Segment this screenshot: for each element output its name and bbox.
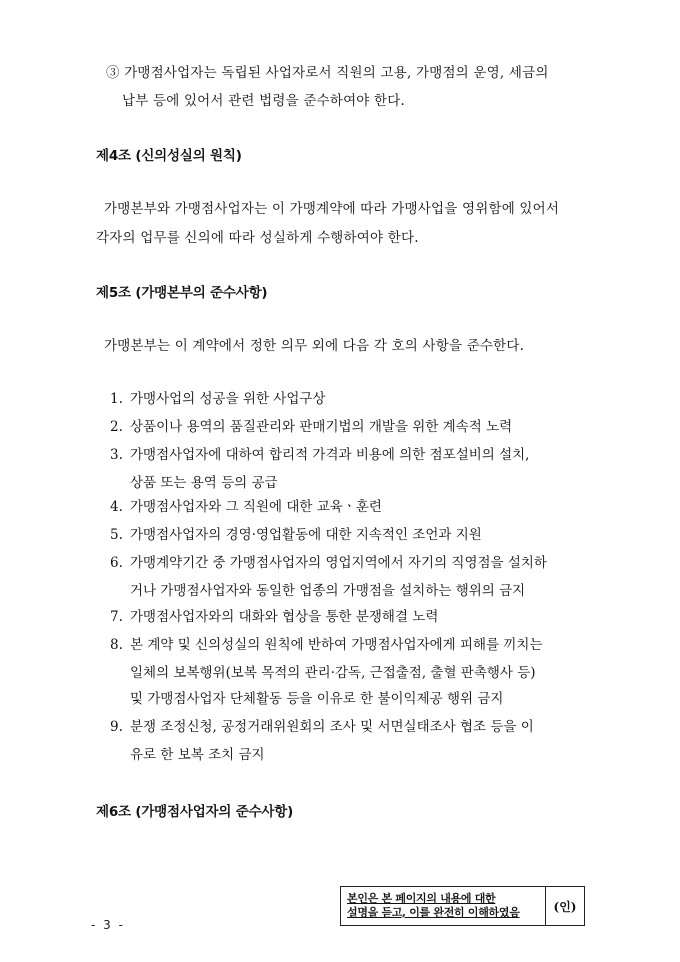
clause-3-line-1 [106, 64, 586, 82]
list-item-text: 상품이나 용역의 품질관리와 판매기법의 개발을 위한 계속적 노력 [130, 419, 513, 435]
article-4-body-text-1: 가맹본부와 가맹점사업자는 이 가맹계약에 따라 가맹사업을 영위함에 있어서 [104, 201, 560, 217]
list-item-3 [110, 446, 586, 464]
list-item-number: 2. [110, 419, 123, 435]
list-item-number: 9. [110, 719, 123, 735]
list-item-7 [110, 608, 586, 626]
list-item-text: 가맹사업의 성공을 위한 사업구상 [130, 391, 326, 407]
article-4-heading: 제4조 (신의성실의 원칙) [96, 148, 242, 164]
article-5-heading: 제5조 (가맹본부의 준수사항) [96, 285, 268, 301]
list-item-number: 6. [110, 555, 123, 571]
list-item-text: 가맹점사업자에 대하여 합리적 가격과 비용에 의한 점포설비의 설치, [130, 447, 530, 463]
list-item-5 [110, 526, 586, 544]
list-item-text: 분쟁 조정신청, 공정거래위원회의 조사 및 서면실태조사 협조 등을 이 [130, 719, 534, 735]
list-item-9 [110, 718, 586, 736]
list-item-text: 가맹계약기간 중 가맹점사업자의 영업지역에서 자기의 직영점을 설치하 [130, 555, 547, 571]
clause-3-line-2 [122, 92, 405, 110]
article-5-intro [104, 337, 524, 355]
list-item-text: 가맹점사업자와의 대화와 협상을 통한 분쟁해결 노력 [130, 609, 439, 625]
article-6-heading: 제6조 (가맹점사업자의 준수사항) [96, 804, 294, 820]
list-item-8 [110, 636, 586, 654]
list-item-1 [110, 390, 586, 408]
seal-mark: (인) [553, 899, 577, 914]
list-item-text: 가맹점사업자와 그 직원에 대한 교육ㆍ훈련 [130, 499, 382, 515]
confirmation-text [341, 887, 546, 925]
list-item-number: 8. [110, 637, 123, 653]
list-item-text: 본 계약 및 신의성실의 원칙에 반하여 가맹점사업자에게 피해를 끼치는 [130, 637, 543, 653]
confirmation-line-2: 설명을 듣고, 이를 완전히 이해하였음 [347, 906, 520, 919]
list-item-text: 가맹점사업자의 경영·영업활동에 대한 지속적인 조언과 지원 [130, 527, 482, 543]
list-item-number: 3. [110, 447, 123, 463]
list-item-6-cont: 거나 가맹점사업자와 동일한 업종의 가맹점을 설치하는 행위의 금지 [130, 583, 526, 599]
article-4-body-line-2 [96, 229, 419, 247]
list-item-8-cont-1: 일체의 보복행위(보복 목적의 관리·감독, 근접출점, 출혈 판촉행사 등) [130, 665, 536, 681]
confirmation-box [340, 886, 585, 926]
list-item-number: 1. [110, 391, 123, 407]
list-item-number: 4. [110, 499, 123, 515]
list-item-8-cont-2: 및 가맹점사업자 단체활동 등을 이유로 한 불이익제공 행위 금지 [130, 691, 504, 707]
article-4-body-text-2: 각자의 업무를 신의에 따라 성실하게 수행하여야 한다. [96, 230, 419, 246]
clause-3-text-1: ③ 가맹점사업자는 독립된 사업자로서 직원의 고용, 가맹점의 운영, 세금의 [106, 65, 549, 81]
list-item-3-cont: 상품 또는 용역 등의 공급 [130, 475, 278, 491]
list-item-6 [110, 554, 586, 572]
list-item-number: 5. [110, 527, 123, 543]
confirmation-line-1: 본인은 본 페이지의 내용에 대한 [347, 892, 496, 905]
clause-3-text-2: 납부 등에 있어서 관련 법령을 준수하여야 한다. [122, 93, 406, 109]
page-number: - 3 - [91, 918, 125, 932]
list-item-2 [110, 418, 586, 436]
list-item-number: 7. [110, 609, 123, 625]
list-item-4 [110, 498, 586, 516]
article-4-body-line-1 [104, 200, 559, 218]
article-5-intro-text: 가맹본부는 이 계약에서 정한 의무 외에 다음 각 호의 사항을 준수한다. [104, 338, 525, 354]
list-item-9-cont: 유로 한 보복 조치 금지 [130, 747, 265, 763]
